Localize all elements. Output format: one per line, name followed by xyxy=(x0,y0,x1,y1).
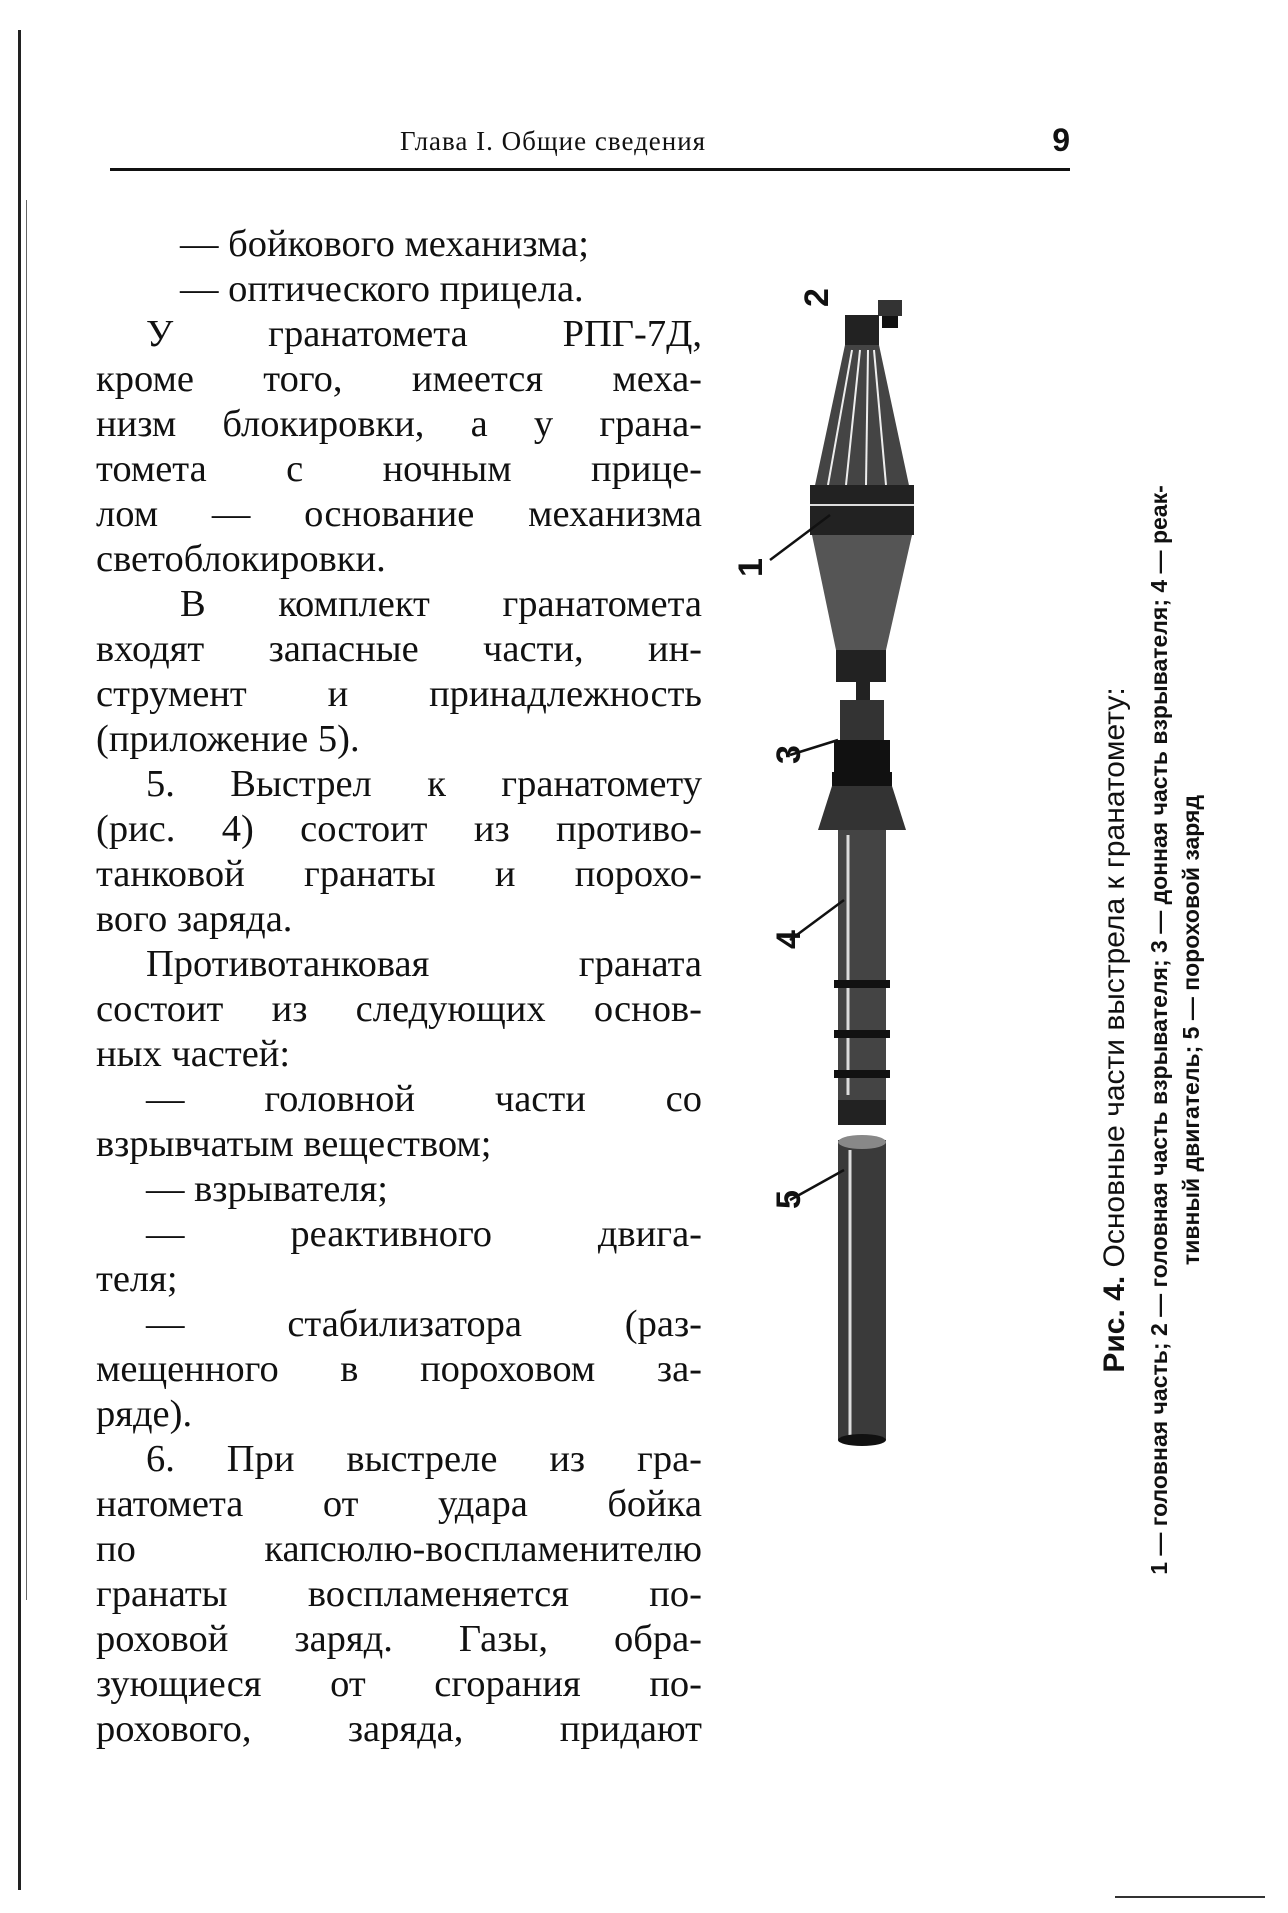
figure-label-3: 3 xyxy=(769,745,808,764)
text-line: зующиеся от сгорания по- xyxy=(96,1663,702,1705)
text-line: низм блокировки, а у грана- xyxy=(96,403,702,445)
text-line: танковой гранаты и порохо- xyxy=(96,853,702,895)
text-line: струмент и принадлежность xyxy=(96,673,702,715)
text-line: мещенного в пороховом за- xyxy=(96,1348,702,1390)
text-line: У гранатомета РПГ-7Д, xyxy=(146,313,702,355)
fuze-base-drawing xyxy=(834,678,890,772)
text-line: ряде). xyxy=(96,1393,193,1435)
body-text xyxy=(96,222,702,1752)
warhead-drawing xyxy=(810,315,914,682)
propellant-charge-drawing xyxy=(838,1135,886,1446)
text-line: входят запасные части, ин- xyxy=(96,628,702,670)
page-header xyxy=(110,118,1070,174)
text-line: томета с ночным прице- xyxy=(96,448,702,490)
rocket-motor-drawing xyxy=(818,772,906,1125)
grenade-figure xyxy=(730,300,930,1750)
chapter-title: Глава I. Общие сведения xyxy=(400,126,707,156)
header-rule xyxy=(110,168,1070,171)
caption-title-text: Основные части выстрела к гранатомету: xyxy=(1098,687,1131,1268)
text-line: — головной части со xyxy=(146,1078,702,1120)
figure-label-4: 4 xyxy=(769,930,808,949)
text-line: состоит из следующих основ- xyxy=(96,988,702,1030)
text-line: лом — основание механизма xyxy=(96,493,702,535)
caption-legend-2: тивный двигатель; 5 — пороховой заряд xyxy=(1178,794,1204,1266)
caption-legend-1: 1 — головная часть; 2 — головная часть взрывателя; 3 — донная часть взрывателя; 4 — реак- xyxy=(1146,485,1172,1575)
text-line: вого заряда. xyxy=(96,898,293,940)
text-line: рохового, заряда, придают xyxy=(96,1708,702,1750)
text-line: — оптического прицела. xyxy=(180,268,584,310)
text-line: 6. При выстреле из гра- xyxy=(146,1438,702,1480)
page-binding-edge xyxy=(18,30,21,1890)
figure-label-5: 5 xyxy=(769,1190,808,1209)
text-line: — взрывателя; xyxy=(146,1168,388,1210)
text-line: кроме того, имеется меха- xyxy=(96,358,702,400)
text-line: — реактивного двига- xyxy=(146,1213,702,1255)
page-binding-edge-inner xyxy=(26,200,27,1600)
caption-prefix: Рис. 4. xyxy=(1098,1275,1131,1373)
figure-label-1: 1 xyxy=(731,558,770,577)
text-line: — бойкового механизма; xyxy=(180,223,589,265)
text-line: 5. Выстрел к гранатомету xyxy=(146,763,702,805)
figure-caption xyxy=(1095,310,1245,1750)
text-line: роховой заряд. Газы, обра- xyxy=(96,1618,702,1660)
text-line: — стабилизатора (раз- xyxy=(146,1303,702,1345)
text-line: (приложение 5). xyxy=(96,718,360,760)
text-line: теля; xyxy=(96,1258,178,1300)
text-line: по капсюлю-воспламенителю xyxy=(96,1528,702,1570)
text-line: гранаты воспламеняется по- xyxy=(96,1573,702,1615)
caption-title xyxy=(1095,310,1135,1750)
text-line: взрывчатым веществом; xyxy=(96,1123,492,1165)
figure-label-2: 2 xyxy=(797,288,836,307)
text-line: светоблокировки. xyxy=(96,538,386,580)
text-line: В комплект гранатомета xyxy=(180,583,702,625)
text-line: Противотанковая граната xyxy=(146,943,702,985)
bottom-rule xyxy=(1115,1896,1265,1898)
page-number: 9 xyxy=(1052,122,1070,158)
text-line: (рис. 4) состоит из противо- xyxy=(96,808,702,850)
text-line: ных частей: xyxy=(96,1033,291,1075)
text-line: натомета от удара бойка xyxy=(96,1483,702,1525)
